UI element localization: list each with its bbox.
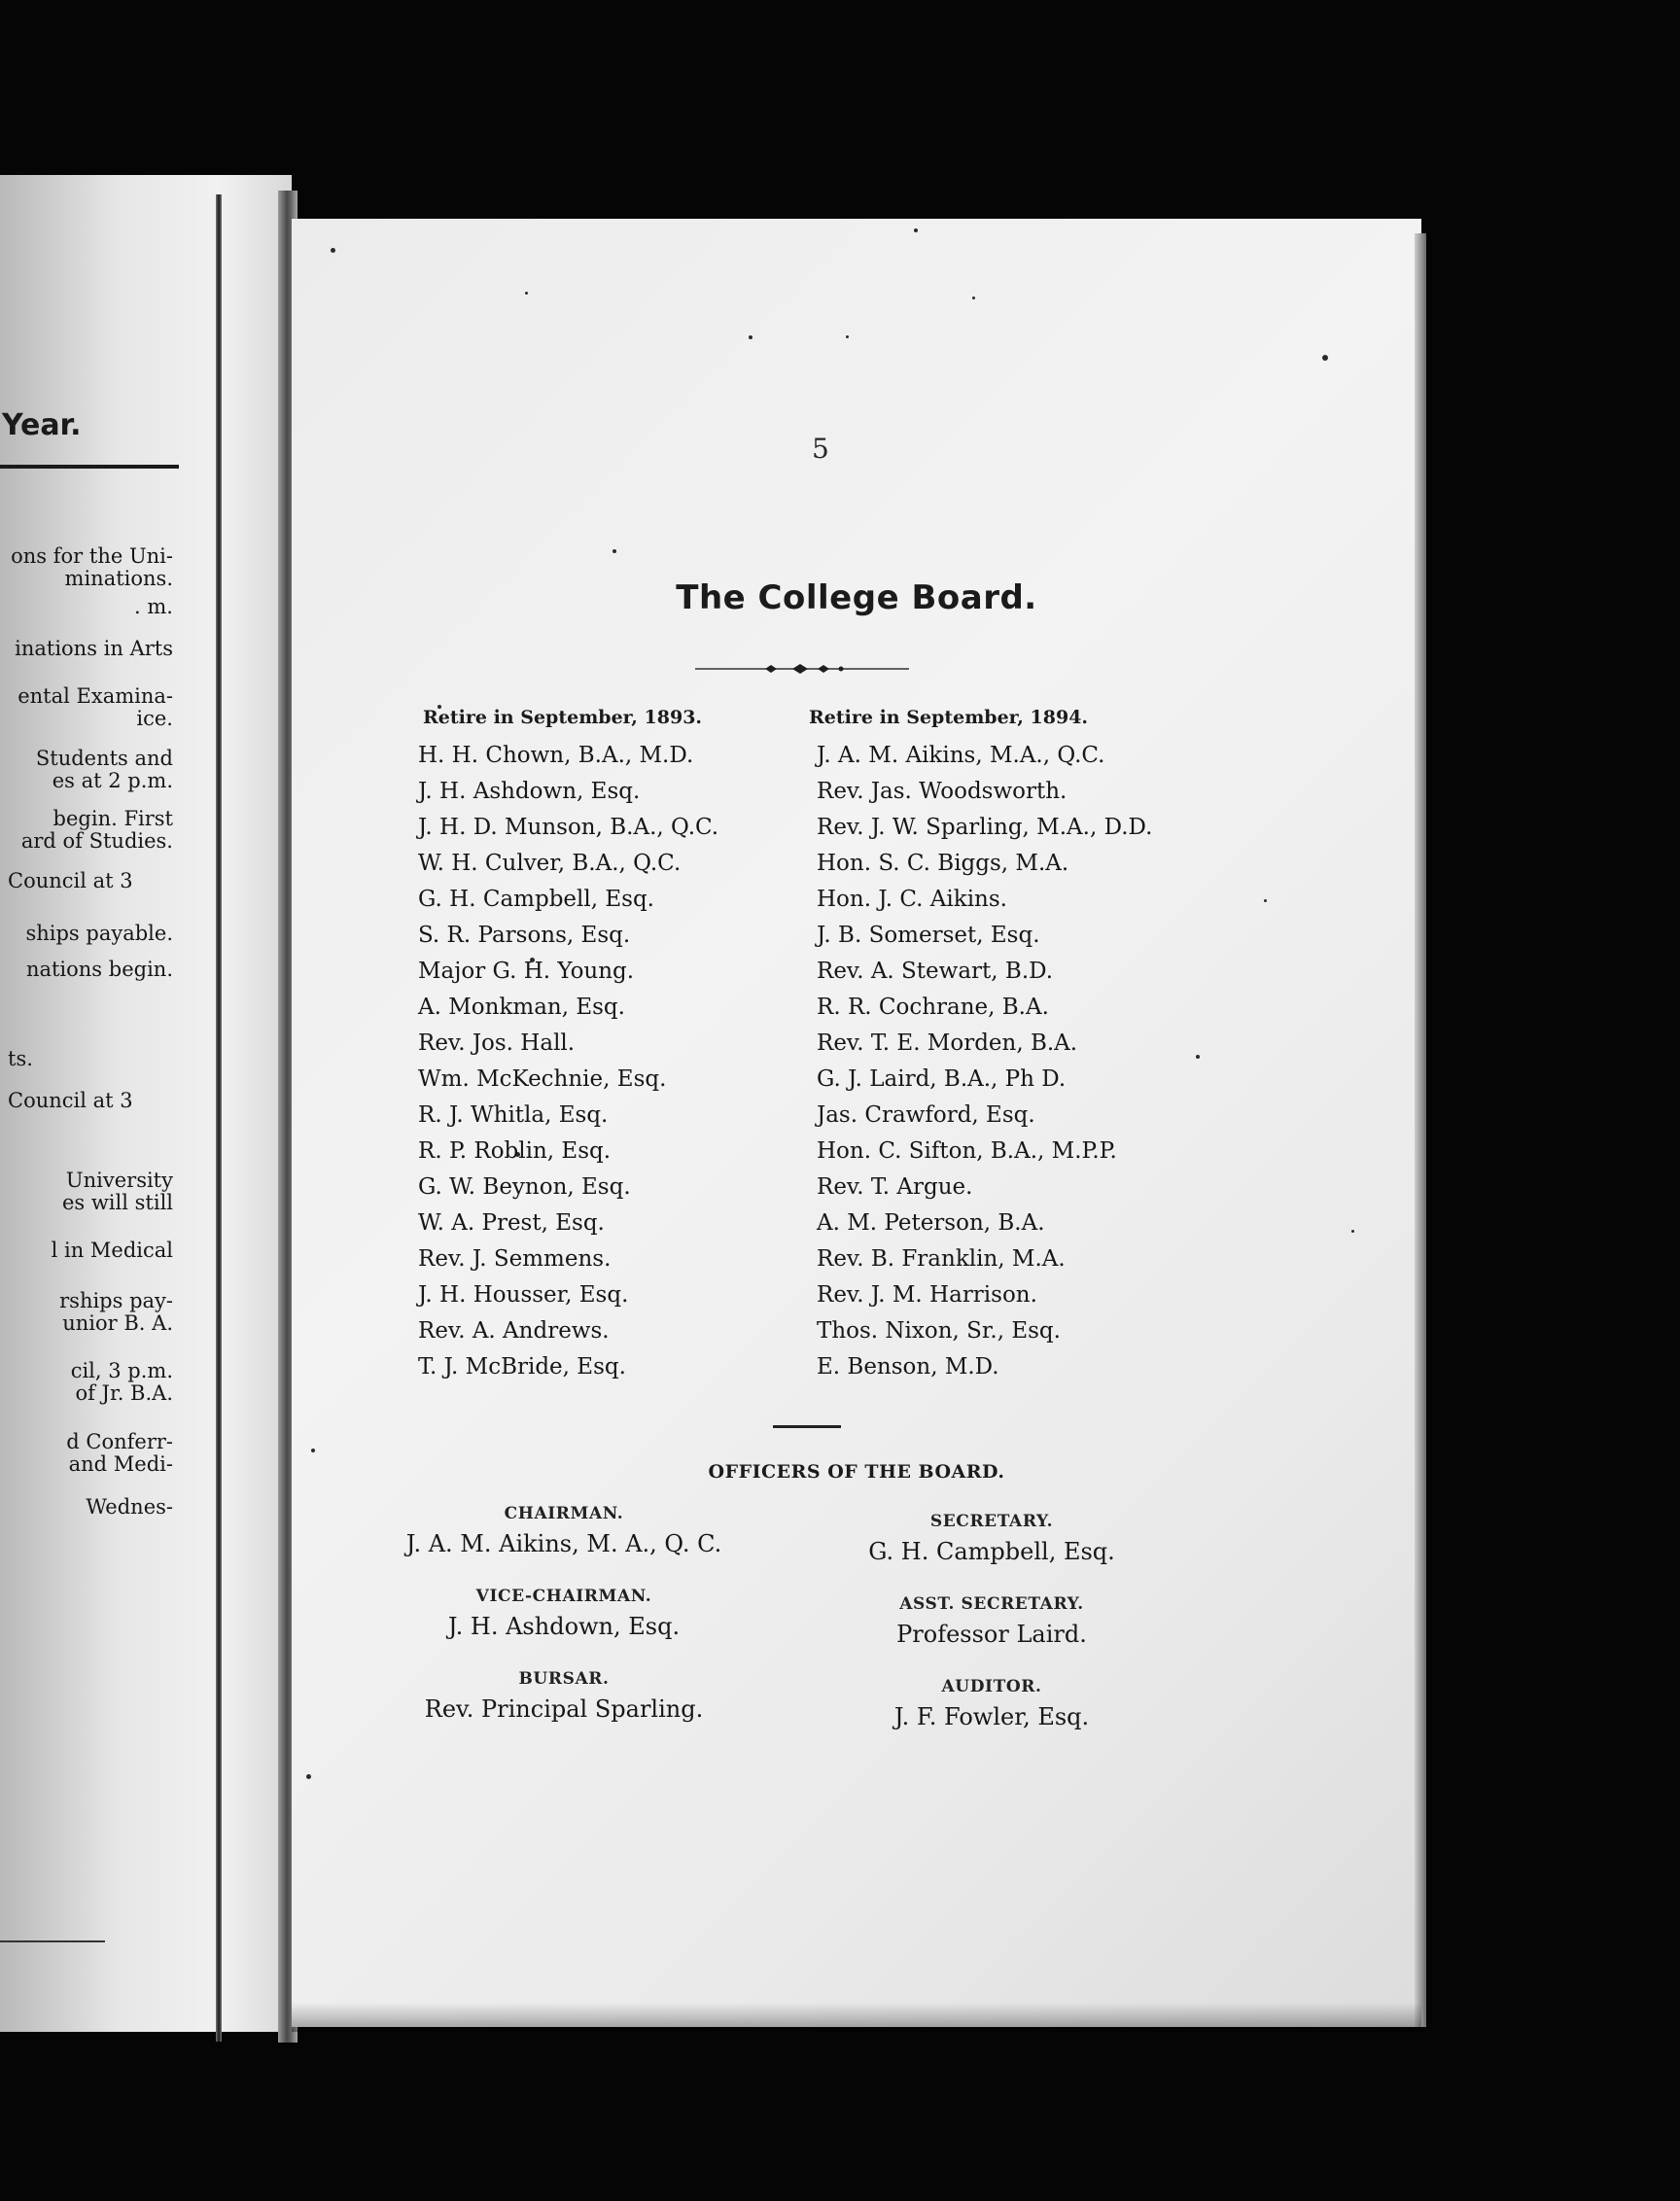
board-member: Thos. Nixon, Sr., Esq. xyxy=(817,1318,1061,1344)
previous-page-line: ships payable. xyxy=(25,922,173,945)
previous-page-line: inations in Arts xyxy=(15,637,173,660)
page-edge-shadow xyxy=(1415,233,1426,2027)
board-member: Rev. A. Andrews. xyxy=(418,1318,610,1344)
board-member: R. P. Roblin, Esq. xyxy=(418,1138,612,1164)
previous-page-line: of Jr. B.A. xyxy=(75,1381,173,1405)
previous-page-fragment xyxy=(0,175,292,2032)
officer-role-label: ASST. SECRETARY. xyxy=(899,1594,1084,1614)
officer-name: G. H. Campbell, Esq. xyxy=(868,1538,1115,1565)
previous-page-line: Council at 3 xyxy=(8,869,133,892)
board-member: R. J. Whitla, Esq. xyxy=(418,1102,609,1128)
binding-line xyxy=(216,194,222,2042)
board-member: Rev. T. Argue. xyxy=(817,1174,973,1200)
officer-assistant-secretary xyxy=(739,1592,1244,1653)
officer-role-label: CHAIRMAN. xyxy=(504,1504,624,1523)
previous-page-line: ons for the Uni- xyxy=(11,544,173,568)
board-member: Rev. Jos. Hall. xyxy=(418,1031,576,1056)
previous-page-line: rships pay- xyxy=(59,1289,173,1312)
previous-page-line: es will still xyxy=(61,1191,173,1214)
page-bottom-shadow xyxy=(292,2003,1421,2032)
previous-page-line: es at 2 p.m. xyxy=(52,769,173,792)
board-member: Hon. J. C. Aikins. xyxy=(817,887,1007,912)
board-member: J. A. M. Aikins, M.A., Q.C. xyxy=(817,743,1105,768)
board-member: Rev. J. W. Sparling, M.A., D.D. xyxy=(817,815,1153,840)
board-member: Rev. A. Stewart, B.D. xyxy=(817,959,1054,984)
board-member: G. H. Campbell, Esq. xyxy=(418,887,654,912)
board-member: Rev. J. Semmens. xyxy=(418,1246,612,1272)
previous-page-line: l in Medical xyxy=(51,1239,173,1262)
officer-name: J. H. Ashdown, Esq. xyxy=(447,1613,681,1640)
board-member: G. W. Beynon, Esq. xyxy=(418,1174,631,1200)
previous-page-line: ard of Studies. xyxy=(20,829,173,853)
members-1893-list xyxy=(418,738,718,1385)
previous-page-line: ice. xyxy=(136,707,173,730)
previous-page-line: Wednes- xyxy=(86,1495,173,1519)
previous-page-line: University xyxy=(65,1169,173,1192)
previous-page-footer-rule xyxy=(0,1940,105,1942)
previous-page-line: cil, 3 p.m. xyxy=(70,1359,173,1382)
board-member: Rev. J. M. Harrison. xyxy=(817,1282,1037,1308)
board-member: A. Monkman, Esq. xyxy=(418,995,625,1020)
board-member: J. H. Ashdown, Esq. xyxy=(418,779,641,804)
previous-page-rule xyxy=(0,465,179,469)
board-member: G. J. Laird, B.A., Ph D. xyxy=(817,1066,1067,1092)
board-member: Jas. Crawford, Esq. xyxy=(817,1102,1035,1128)
board-member: W. H. Culver, B.A., Q.C. xyxy=(418,851,682,876)
officer-secretary xyxy=(739,1510,1244,1570)
officer-role-label: VICE-CHAIRMAN. xyxy=(475,1587,652,1606)
board-member: Rev. B. Franklin, M.A. xyxy=(817,1246,1066,1272)
officer-name: J. F. Fowler, Esq. xyxy=(893,1703,1090,1730)
previous-page-line: begin. First xyxy=(52,807,173,830)
board-member: Rev. T. E. Morden, B.A. xyxy=(817,1031,1078,1056)
board-member: J. H. D. Munson, B.A., Q.C. xyxy=(418,815,719,840)
previous-page-line: Council at 3 xyxy=(8,1089,133,1112)
previous-page-line: ts. xyxy=(8,1047,33,1070)
page-number: 5 xyxy=(812,433,829,465)
column-heading-1894: Retire in September, 1894. xyxy=(809,707,1089,728)
previous-page-line: ental Examina- xyxy=(18,684,173,708)
officer-role-label: BURSAR. xyxy=(518,1669,610,1689)
previous-page-line: nations begin. xyxy=(25,958,173,981)
board-member: J. B. Somerset, Esq. xyxy=(817,923,1040,948)
previous-page-line: minations. xyxy=(64,567,173,590)
board-member: Hon. C. Sifton, B.A., M.P.P. xyxy=(817,1138,1117,1164)
ornament-divider xyxy=(695,662,909,676)
board-member: H. H. Chown, B.A., M.D. xyxy=(418,743,694,768)
board-member: Wm. McKechnie, Esq. xyxy=(418,1066,667,1092)
page-5 xyxy=(292,219,1421,2027)
members-1894-list xyxy=(817,738,1152,1385)
board-member: E. Benson, M.D. xyxy=(817,1354,999,1380)
board-member: W. A. Prest, Esq. xyxy=(418,1210,605,1236)
board-member: J. H. Housser, Esq. xyxy=(418,1282,629,1308)
officers-heading: OFFICERS OF THE BOARD. xyxy=(708,1461,1005,1483)
page-title: The College Board. xyxy=(676,578,1037,617)
officer-name: Rev. Principal Sparling. xyxy=(424,1695,704,1723)
previous-page-line: d Conferr- xyxy=(66,1430,173,1453)
board-member: Hon. S. C. Biggs, M.A. xyxy=(817,851,1069,876)
board-member: S. R. Parsons, Esq. xyxy=(418,923,631,948)
board-member: T. J. McBride, Esq. xyxy=(418,1354,626,1380)
board-member: A. M. Peterson, B.A. xyxy=(817,1210,1045,1236)
previous-page-line: and Medi- xyxy=(68,1452,173,1476)
officer-role-label: AUDITOR. xyxy=(941,1677,1042,1696)
board-member: Major G. H. Young. xyxy=(418,959,635,984)
previous-page-line: . m. xyxy=(134,595,173,618)
board-member: R. R. Cochrane, B.A. xyxy=(817,995,1049,1020)
officer-auditor xyxy=(739,1675,1244,1735)
column-heading-1893: Retire in September, 1893. xyxy=(423,707,703,728)
officer-name: J. A. M. Aikins, M. A., Q. C. xyxy=(405,1530,722,1557)
previous-page-title: Year. xyxy=(2,408,82,442)
previous-page-line: Students and xyxy=(35,747,173,770)
officer-name: Professor Laird. xyxy=(896,1621,1087,1648)
previous-page-line: unior B. A. xyxy=(62,1311,173,1335)
officer-role-label: SECRETARY. xyxy=(929,1512,1054,1531)
section-rule xyxy=(773,1425,841,1428)
board-member: Rev. Jas. Woodsworth. xyxy=(817,779,1068,804)
